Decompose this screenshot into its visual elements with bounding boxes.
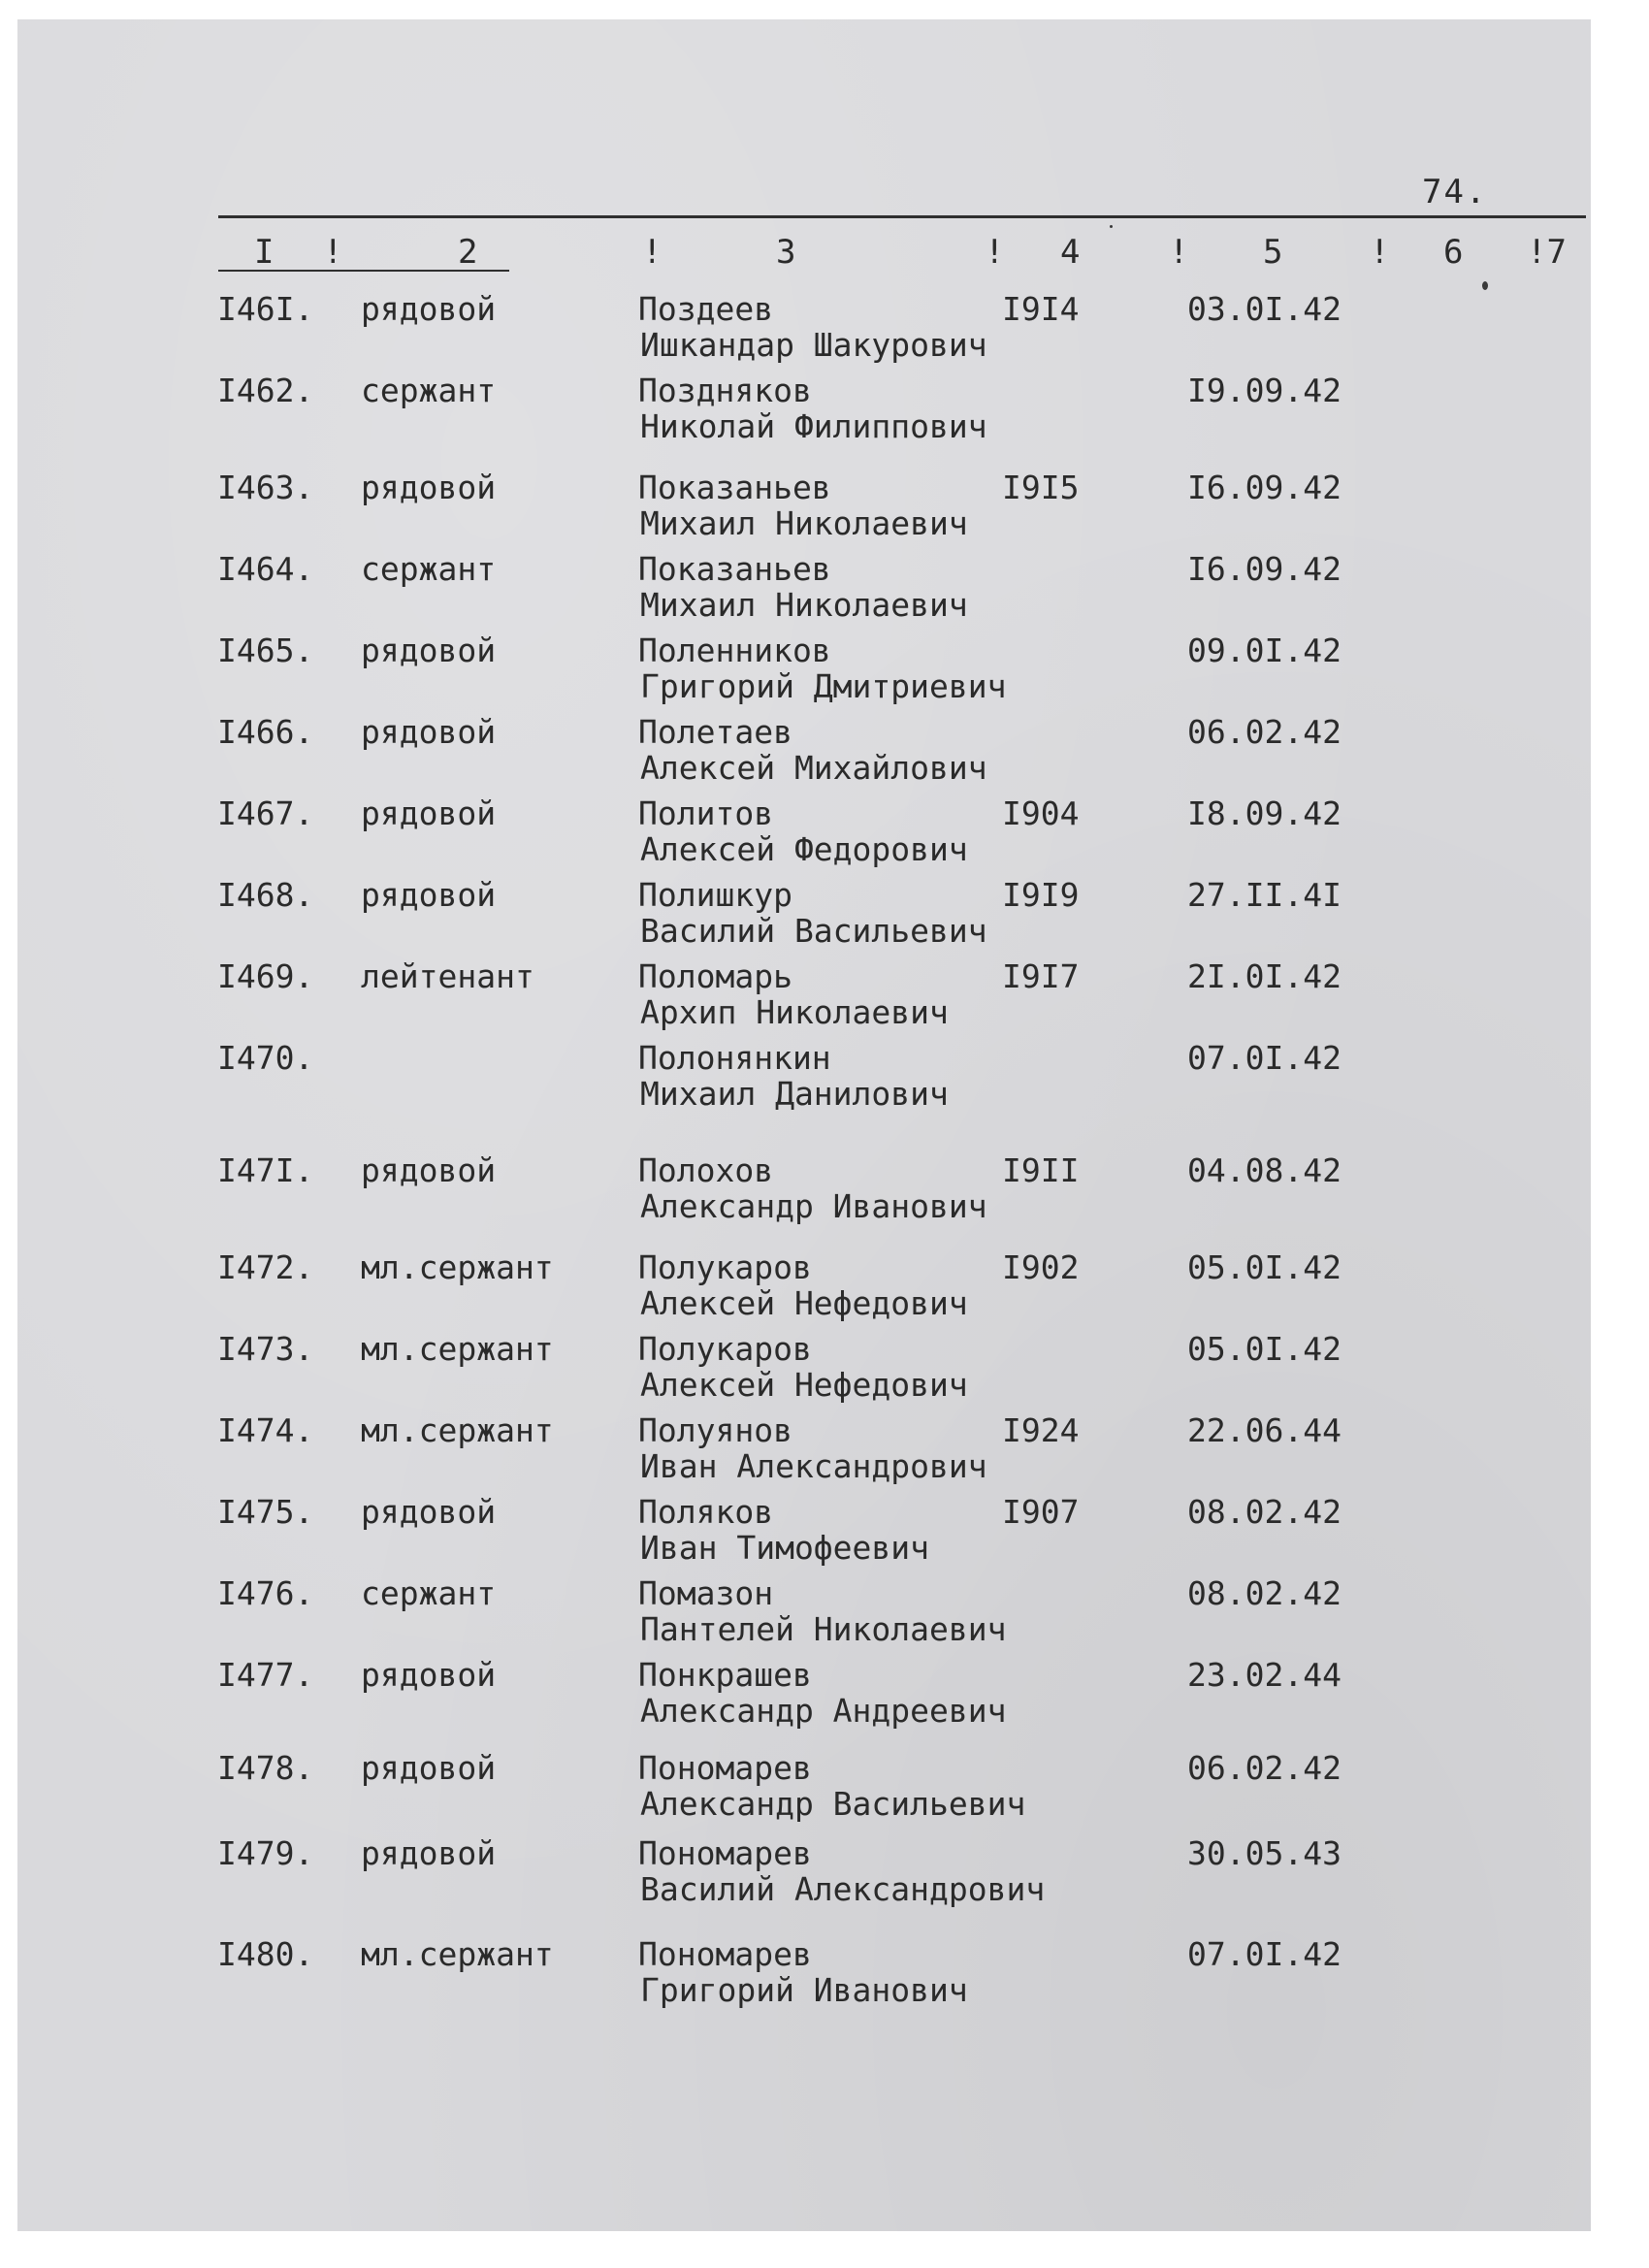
column-separator: ! <box>323 233 343 272</box>
entry-rank: рядовой <box>361 876 497 914</box>
entry-date: 07.0I.42 <box>1187 1039 1342 1077</box>
list-item <box>0 1152 1591 1230</box>
entry-given-names: Иван Александрович <box>640 1447 987 1485</box>
entry-surname: Поломарь <box>638 957 792 995</box>
list-item <box>0 1575 1591 1653</box>
list-item <box>0 1040 1591 1118</box>
column-header-2: 2 <box>458 233 478 272</box>
entry-rank: рядовой <box>361 1656 497 1694</box>
column-header-7: !7 <box>1527 233 1567 272</box>
list-item <box>0 632 1591 710</box>
entry-date: I9.09.42 <box>1187 372 1342 409</box>
entry-rank: мл.сержант <box>361 1330 554 1368</box>
entry-number: I480. <box>217 1935 314 1973</box>
entry-surname: Полохов <box>638 1151 774 1189</box>
entry-given-names: Архип Николаевич <box>640 993 949 1031</box>
list-item <box>0 1249 1591 1327</box>
column-separator: ! <box>985 233 1005 272</box>
entry-rank: рядовой <box>361 794 497 832</box>
entry-birth-year: I924 <box>1002 1411 1080 1449</box>
ink-speck <box>1110 225 1113 228</box>
entry-rank: рядовой <box>361 713 497 751</box>
entry-number: I464. <box>217 550 314 588</box>
entry-number: I466. <box>217 713 314 751</box>
list-item <box>0 1657 1591 1734</box>
entry-birth-year: I9I7 <box>1002 957 1080 995</box>
entry-given-names: Григорий Дмитриевич <box>640 667 1007 705</box>
entry-rank: сержант <box>361 1574 497 1612</box>
entry-surname: Поляков <box>638 1493 774 1531</box>
entry-given-names: Александр Васильевич <box>640 1785 1026 1823</box>
entry-given-names: Алексей Нефедович <box>640 1284 968 1322</box>
list-item <box>0 1412 1591 1490</box>
entry-given-names: Михаил Николаевич <box>640 586 968 624</box>
entry-date: 04.08.42 <box>1187 1151 1342 1189</box>
entry-date: 22.06.44 <box>1187 1411 1342 1449</box>
entry-date: 06.02.42 <box>1187 713 1342 751</box>
entry-rank: мл.сержант <box>361 1935 554 1973</box>
entry-surname: Поздняков <box>638 372 812 409</box>
entry-date: I8.09.42 <box>1187 794 1342 832</box>
entry-number: I477. <box>217 1656 314 1694</box>
entry-birth-year: I9I9 <box>1002 876 1080 914</box>
column-header-3: 3 <box>776 233 796 272</box>
entry-number: I47I. <box>217 1151 314 1189</box>
entry-surname: Политов <box>638 794 774 832</box>
entry-surname: Полукаров <box>638 1248 812 1286</box>
entry-given-names: Александр Андреевич <box>640 1692 1007 1730</box>
entry-number: I473. <box>217 1330 314 1368</box>
list-item <box>0 1750 1591 1828</box>
list-item <box>0 373 1591 450</box>
entry-number: I463. <box>217 469 314 506</box>
entry-number: I465. <box>217 632 314 669</box>
entry-number: I478. <box>217 1749 314 1787</box>
entry-given-names: Алексей Федорович <box>640 830 968 868</box>
entry-rank: рядовой <box>361 1834 497 1872</box>
list-item <box>0 1494 1591 1571</box>
entry-number: I474. <box>217 1411 314 1449</box>
entry-date: 05.0I.42 <box>1187 1248 1342 1286</box>
entry-given-names: Григорий Иванович <box>640 1971 968 2009</box>
entry-given-names: Иван Тимофеевич <box>640 1529 930 1567</box>
entry-date: 08.02.42 <box>1187 1574 1342 1612</box>
column-header-1: I <box>254 233 275 272</box>
column-header-5: 5 <box>1263 233 1283 272</box>
entry-number: I469. <box>217 957 314 995</box>
column-header-4: 4 <box>1060 233 1081 272</box>
list-item <box>0 551 1591 629</box>
entry-date: 27.II.4I <box>1187 876 1342 914</box>
list-item <box>0 470 1591 547</box>
entry-given-names: Ишкандар Шакурович <box>640 326 987 364</box>
entry-number: I476. <box>217 1574 314 1612</box>
entry-number: I470. <box>217 1039 314 1077</box>
entry-rank: сержант <box>361 550 497 588</box>
entry-surname: Пономарев <box>638 1749 812 1787</box>
column-separator: ! <box>1169 233 1189 272</box>
entry-birth-year: I907 <box>1002 1493 1080 1531</box>
entry-given-names: Пантелей Николаевич <box>640 1610 1007 1648</box>
entry-surname: Пономарев <box>638 1935 812 1973</box>
entry-number: I462. <box>217 372 314 409</box>
entry-rank: лейтенант <box>361 957 534 995</box>
entry-rank: рядовой <box>361 632 497 669</box>
entry-given-names: Василий Васильевич <box>640 912 987 950</box>
entry-rank: рядовой <box>361 290 497 328</box>
entry-date: 2I.0I.42 <box>1187 957 1342 995</box>
entry-date: 08.02.42 <box>1187 1493 1342 1531</box>
entry-number: I472. <box>217 1248 314 1286</box>
entry-birth-year: I9I4 <box>1002 290 1080 328</box>
list-item <box>0 1331 1591 1409</box>
entry-given-names: Михаил Данилович <box>640 1075 949 1113</box>
list-item <box>0 291 1591 369</box>
entry-given-names: Василий Александрович <box>640 1870 1046 1908</box>
page-number: 74. <box>1422 173 1488 211</box>
entry-given-names: Алексей Михайлович <box>640 749 987 787</box>
column-separator: ! <box>1370 233 1390 272</box>
ink-speck <box>1482 281 1488 290</box>
entry-rank: мл.сержант <box>361 1248 554 1286</box>
entry-date: 09.0I.42 <box>1187 632 1342 669</box>
entry-number: I46I. <box>217 290 314 328</box>
entry-surname: Поленников <box>638 632 831 669</box>
list-item <box>0 795 1591 873</box>
entry-surname: Полишкур <box>638 876 792 914</box>
entry-rank: рядовой <box>361 1151 497 1189</box>
entry-number: I467. <box>217 794 314 832</box>
entry-date: 06.02.42 <box>1187 1749 1342 1787</box>
entry-date: 30.05.43 <box>1187 1834 1342 1872</box>
entry-surname: Пономарев <box>638 1834 812 1872</box>
entry-surname: Полонянкин <box>638 1039 831 1077</box>
entry-rank: рядовой <box>361 469 497 506</box>
list-item <box>0 1835 1591 1913</box>
entry-rank: сержант <box>361 372 497 409</box>
list-item <box>0 877 1591 955</box>
entry-date: I6.09.42 <box>1187 469 1342 506</box>
entry-birth-year: I904 <box>1002 794 1080 832</box>
entry-birth-year: I902 <box>1002 1248 1080 1286</box>
entry-date: 23.02.44 <box>1187 1656 1342 1694</box>
entry-number: I479. <box>217 1834 314 1872</box>
entry-given-names: Николай Филиппович <box>640 407 987 445</box>
entry-surname: Полетаев <box>638 713 792 751</box>
entry-date: 07.0I.42 <box>1187 1935 1342 1973</box>
entry-number: I468. <box>217 876 314 914</box>
entry-surname: Показаньев <box>638 469 831 506</box>
entry-given-names: Александр Иванович <box>640 1187 987 1225</box>
entry-surname: Помазон <box>638 1574 774 1612</box>
list-item <box>0 714 1591 792</box>
entry-given-names: Михаил Николаевич <box>640 504 968 542</box>
entry-birth-year: I9I5 <box>1002 469 1080 506</box>
column-header-6: 6 <box>1443 233 1464 272</box>
entry-given-names: Алексей Нефедович <box>640 1366 968 1404</box>
entry-surname: Показаньев <box>638 550 831 588</box>
entry-date: I6.09.42 <box>1187 550 1342 588</box>
entry-number: I475. <box>217 1493 314 1531</box>
entry-surname: Полуянов <box>638 1411 792 1449</box>
list-item <box>0 1936 1591 2014</box>
entry-rank: рядовой <box>361 1493 497 1531</box>
entry-date: 03.0I.42 <box>1187 290 1342 328</box>
entry-date: 05.0I.42 <box>1187 1330 1342 1368</box>
list-item <box>0 958 1591 1036</box>
column-separator: ! <box>642 233 663 272</box>
entry-rank: мл.сержант <box>361 1411 554 1449</box>
entry-birth-year: I9II <box>1002 1151 1080 1189</box>
entry-surname: Полукаров <box>638 1330 812 1368</box>
entry-surname: Понкрашев <box>638 1656 812 1694</box>
entry-rank: рядовой <box>361 1749 497 1787</box>
entry-surname: Поздеев <box>638 290 774 328</box>
